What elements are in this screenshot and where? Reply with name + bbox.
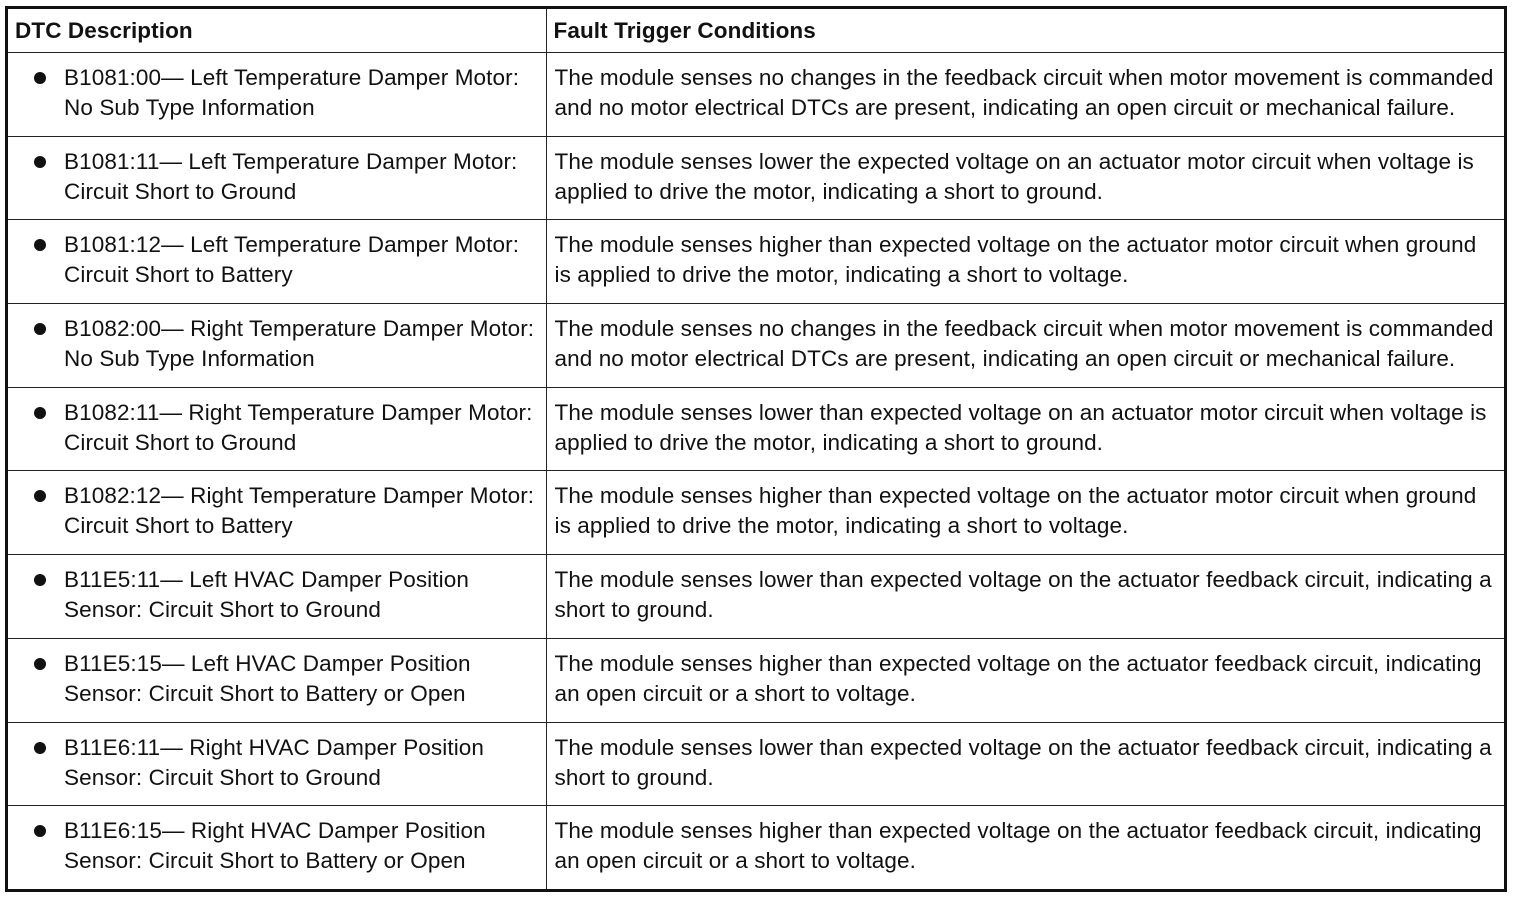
- dtc-description-cell: [8, 220, 546, 304]
- dtc-description: B11E6:15— Right HVAC Damper Position Sensor: Circuit Short to Battery or Open: [64, 818, 486, 874]
- bullet-icon: [34, 742, 46, 754]
- fault-condition-cell: The module senses lower than expected voltage on an actuator motor circuit when voltage is applied to drive the motor, indicating a short to ground.: [546, 387, 1504, 471]
- table-row: [8, 555, 1504, 639]
- dtc-description: B11E6:11— Right HVAC Damper Position Sensor: Circuit Short to Ground: [64, 734, 485, 790]
- bullet-icon: [34, 658, 46, 670]
- dtc-description: B11E5:11— Left HVAC Damper Position Sensor: Circuit Short to Ground: [64, 567, 469, 623]
- fault-condition-cell: The module senses lower the expected voltage on an actuator motor circuit when voltage is applied to drive the motor, indicating a short to ground.: [546, 136, 1504, 220]
- table-row: [8, 387, 1504, 471]
- bullet-icon: [34, 407, 46, 419]
- dtc-description-cell: [8, 806, 546, 889]
- bullet-icon: [34, 825, 46, 837]
- bullet-icon: [34, 156, 46, 168]
- dtc-description: B1081:00— Left Temperature Damper Motor: No Sub Type Information: [64, 65, 520, 120]
- dtc-description: B1081:12— Left Temperature Damper Motor: Circuit Short to Battery: [64, 232, 520, 288]
- table-row: [8, 471, 1504, 555]
- table-row: [8, 136, 1504, 220]
- fault-condition-cell: The module senses no changes in the feedback circuit when motor movement is commanded and no motor electrical DTCs are present, indicating an open circuit or mechanical failure.: [546, 53, 1504, 137]
- dtc-description-cell: [8, 53, 546, 137]
- dtc-description: B1082:12— Right Temperature Damper Motor: Circuit Short to Battery: [64, 483, 535, 539]
- table-row: [8, 53, 1504, 137]
- table-row: [8, 304, 1504, 388]
- bullet-icon: [34, 490, 46, 502]
- column-header-conditions: Fault Trigger Conditions: [546, 9, 1504, 53]
- dtc-description: B1082:00— Right Temperature Damper Motor: No Sub Type Information: [64, 316, 535, 372]
- dtc-description-cell: [8, 136, 546, 220]
- fault-condition-cell: The module senses higher than expected voltage on the actuator motor circuit when ground is applied to drive the motor, indicating a short to voltage.: [546, 220, 1504, 304]
- header-row: [8, 9, 1504, 53]
- dtc-description: B1082:11— Right Temperature Damper Motor: Circuit Short to Ground: [64, 399, 533, 455]
- table-row: [8, 806, 1504, 889]
- dtc-description-cell: [8, 722, 546, 806]
- dtc-description-cell: [8, 555, 546, 639]
- column-header-description: DTC Description: [8, 9, 546, 53]
- dtc-description-cell: [8, 638, 546, 722]
- table-row: [8, 638, 1504, 722]
- fault-condition-cell: The module senses lower than expected voltage on the actuator feedback circuit, indicating a short to ground.: [546, 555, 1504, 639]
- bullet-icon: [34, 574, 46, 586]
- fault-condition-cell: The module senses no changes in the feedback circuit when motor movement is commanded and no motor electrical DTCs are present, indicating an open circuit or mechanical failure.: [546, 304, 1504, 388]
- fault-condition-cell: The module senses lower than expected voltage on the actuator feedback circuit, indicating a short to ground.: [546, 722, 1504, 806]
- dtc-description-cell: [8, 387, 546, 471]
- bullet-icon: [34, 239, 46, 251]
- dtc-table: [8, 9, 1504, 889]
- dtc-description-cell: [8, 471, 546, 555]
- dtc-description: B11E5:15— Left HVAC Damper Position Sensor: Circuit Short to Battery or Open: [64, 650, 471, 706]
- fault-condition-cell: The module senses higher than expected voltage on the actuator motor circuit when ground is applied to drive the motor, indicating a short to voltage.: [546, 471, 1504, 555]
- dtc-table-frame: [5, 6, 1507, 892]
- table-row: [8, 220, 1504, 304]
- table-row: [8, 722, 1504, 806]
- fault-condition-cell: The module senses higher than expected voltage on the actuator feedback circuit, indicating an open circuit or a short to voltage.: [546, 638, 1504, 722]
- dtc-description: B1081:11— Left Temperature Damper Motor: Circuit Short to Ground: [64, 148, 518, 204]
- bullet-icon: [34, 72, 46, 84]
- bullet-icon: [34, 323, 46, 335]
- dtc-description-cell: [8, 304, 546, 388]
- fault-condition-cell: The module senses higher than expected voltage on the actuator feedback circuit, indicating an open circuit or a short to voltage.: [546, 806, 1504, 889]
